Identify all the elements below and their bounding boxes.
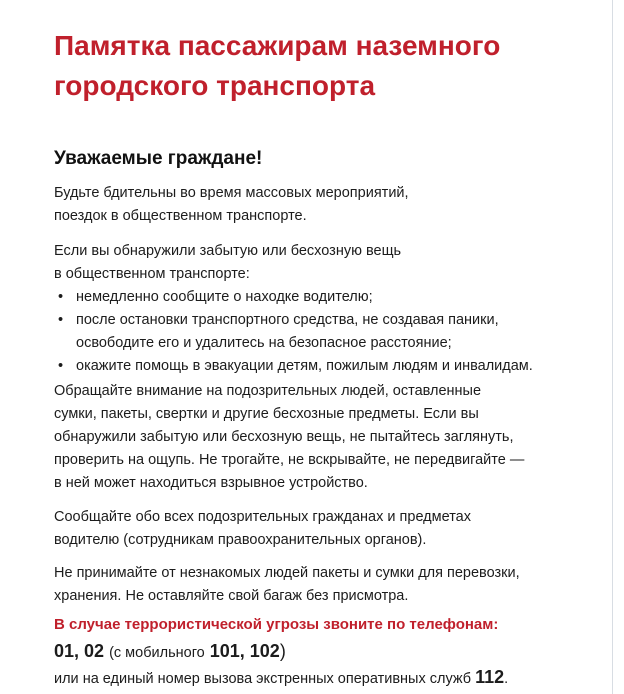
- paragraph-line: Будьте бдительны во время массовых мероприятий,: [54, 185, 409, 201]
- list-item-text: после остановки транспортного средства, не создавая паники,: [76, 312, 499, 328]
- list-item-text: освободите его и удалитесь на безопасное расстояние;: [76, 335, 452, 351]
- mobile-suffix: ): [279, 641, 286, 661]
- terror-warning-heading: В случае террористической угрозы звоните по телефонам:: [54, 616, 499, 633]
- bullet-icon: •: [58, 358, 64, 374]
- bullet-icon: •: [58, 289, 64, 305]
- paragraph-found-item: [54, 240, 594, 286]
- paragraph-line: в ней может находиться взрывное устройство.: [54, 475, 368, 491]
- paragraph-line: проверить на ощупь. Не трогайте, не вскрывайте, не передвигайте —: [54, 452, 525, 468]
- greeting-heading: Уважаемые граждане!: [54, 148, 263, 169]
- title-line-1: Памятка пассажирам наземного: [54, 30, 501, 61]
- paragraph-line: Сообщайте обо всех подозрительных гражданах и предметах: [54, 509, 471, 525]
- list-item: [54, 309, 594, 355]
- phone-numbers: [54, 638, 286, 666]
- paragraph-line: в общественном транспорте:: [54, 266, 250, 282]
- paragraph-line: сумки, пакеты, свертки и другие бесхозные предметы. Если вы: [54, 406, 479, 422]
- paragraph-line: поездок в общественном транспорте.: [54, 208, 307, 224]
- title-line-2: городского транспорта: [54, 70, 376, 101]
- paragraph-line: хранения. Не оставляйте свой багаж без присмотра.: [54, 588, 409, 604]
- paragraph-line: обнаружили забытую или бесхозную вещь, не пытайтесь заглянуть,: [54, 429, 514, 445]
- emergency-end: .: [504, 671, 509, 687]
- list-item-text: окажите помощь в эвакуации детям, пожилым людям и инвалидам.: [76, 358, 533, 374]
- paragraph-baggage: [54, 562, 594, 608]
- instructions-list: [54, 286, 594, 378]
- emergency-text: или на единый номер вызова экстренных оперативных служб: [54, 671, 472, 687]
- mobile-prefix: (с мобильного: [109, 645, 205, 661]
- paragraph-vigilance: [54, 182, 594, 228]
- paragraph-line: Если вы обнаружили забытую или бесхозную вещь: [54, 243, 402, 259]
- list-item-text: немедленно сообщите о находке водителю;: [76, 289, 373, 305]
- emergency-number: 112: [475, 667, 505, 687]
- emergency-line: [54, 666, 508, 690]
- paragraph-line: Не принимайте от незнакомых людей пакеты и сумки для перевозки,: [54, 565, 520, 581]
- bullet-icon: •: [58, 312, 64, 328]
- list-item: [54, 286, 594, 309]
- primary-phones: 01, 02: [54, 641, 105, 661]
- paragraph-line: водителю (сотрудникам правоохранительных органов).: [54, 532, 427, 548]
- paragraph-suspicious-items: [54, 380, 594, 495]
- list-item: [54, 355, 594, 378]
- paragraph-line: Обращайте внимание на подозрительных людей, оставленные: [54, 383, 482, 399]
- paragraph-report: [54, 506, 594, 552]
- mobile-phones: 101, 102: [209, 641, 280, 661]
- page-title: [54, 26, 614, 106]
